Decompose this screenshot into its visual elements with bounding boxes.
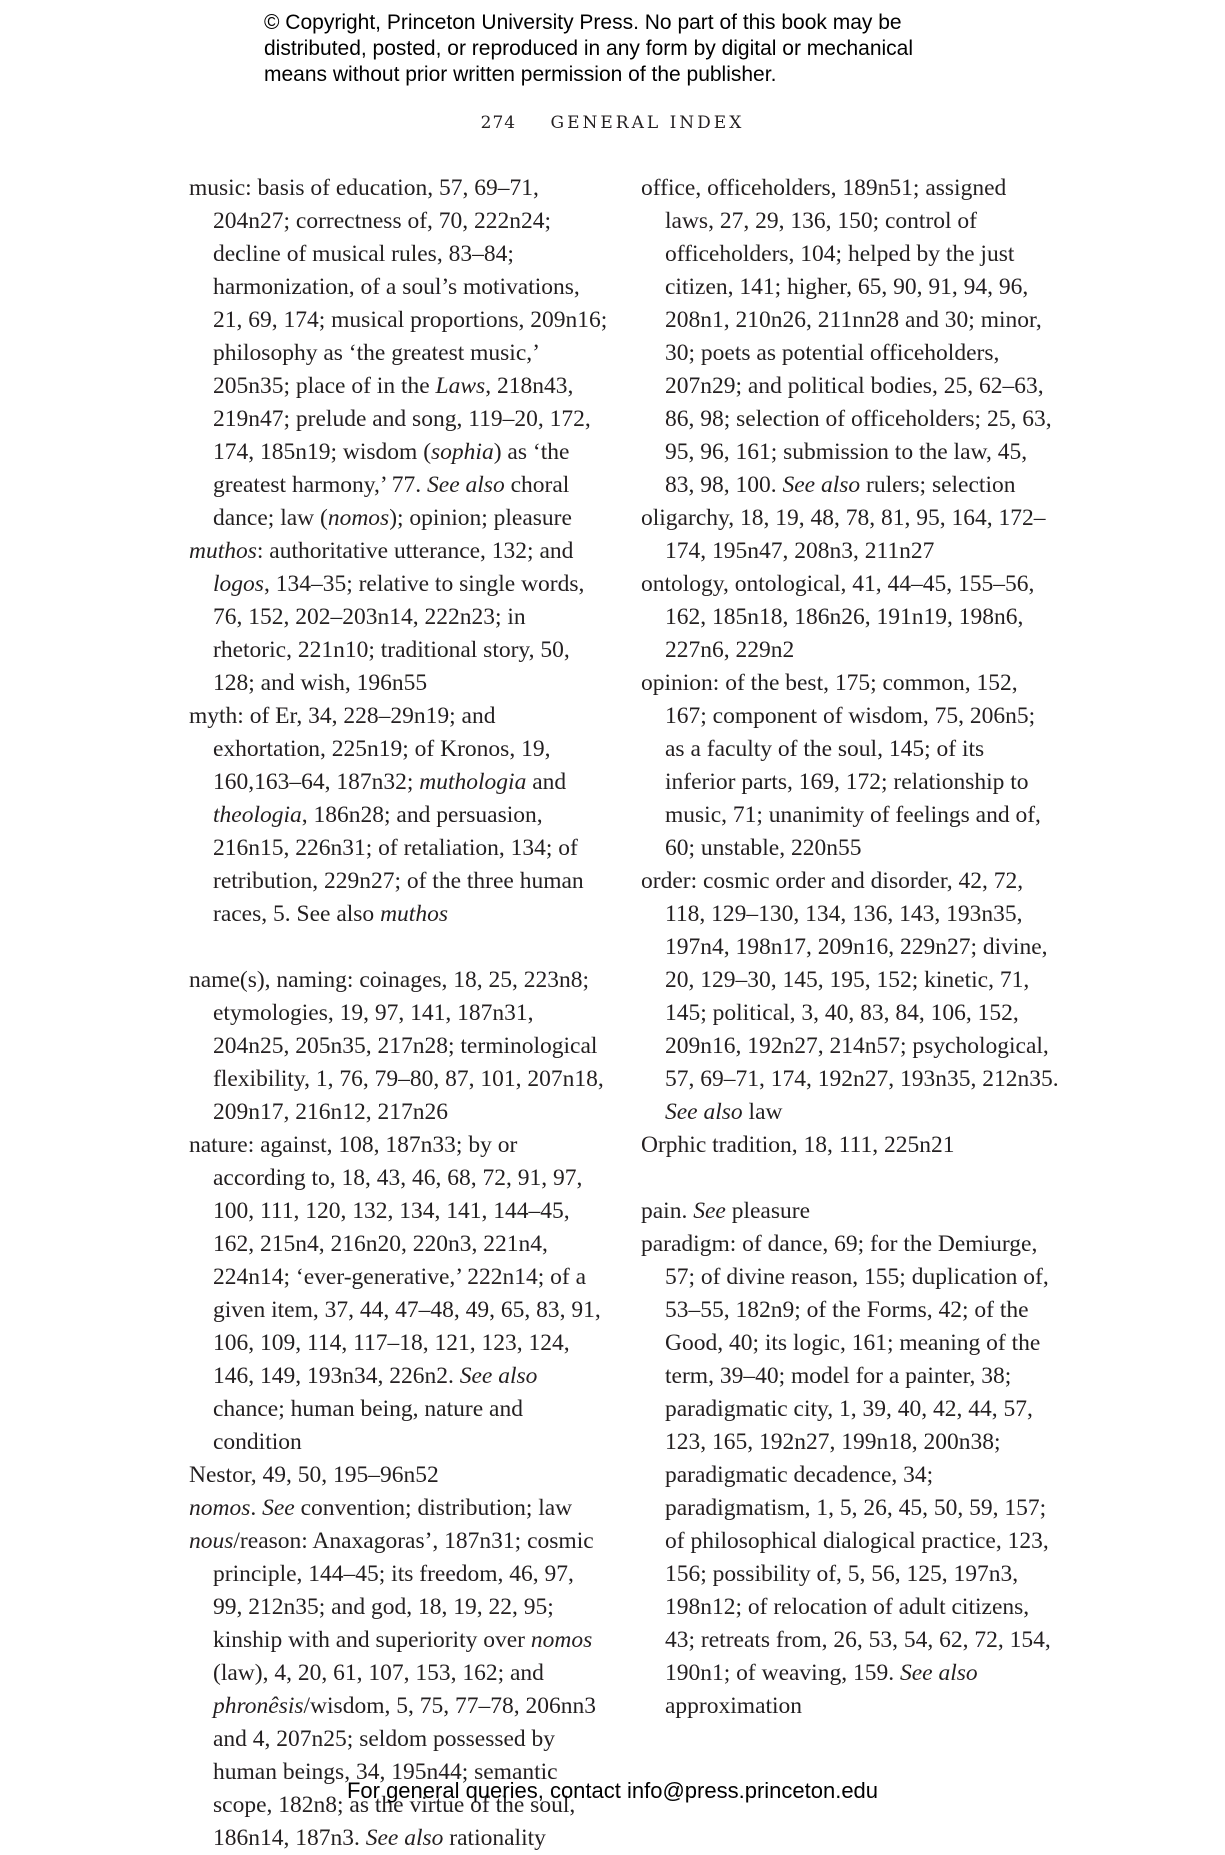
index-column-left: [189, 172, 609, 1855]
index-entry: pain. See pleasure: [641, 1198, 811, 1224]
index-entry: music: basis of education, 57, 69–71, 204n27; correctness of, 70, 222n24; decline of musical rules, 83–84; harmonization, of a soul’s motivations, 21, 69, 174; musical proportions, 209n16; philosophy as ‘the greatest music,’ 205n35; place of in the Laws, 218n43, 219n47; prelude and song, 119–20, 172, 174, 185n19; wisdom (sophia) as ‘the greatest harmony,’ 77. See also choral dance; law (nomos); opinion; pleasure: [189, 175, 608, 531]
index-entry: Orphic tradition, 18, 111, 225n21: [641, 1132, 955, 1158]
index-entry: order: cosmic order and disorder, 42, 72, 118, 129–130, 134, 136, 143, 193n35, 197n4, 198n17, 209n16, 229n27; divine, 20, 129–30, 145, 195, 152; kinetic, 71, 145; political, 3, 40, 83, 84, 106, 152, 209n16, 192n27, 214n57; psychological, 57, 69–71, 174, 192n27, 193n35, 212n35. See also law: [641, 868, 1059, 1125]
page-number: 274: [480, 113, 517, 133]
copyright-line: © Copyright, Princeton University Press. No part of this book may be: [264, 11, 902, 34]
index-entry: nature: against, 108, 187n33; by or according to, 18, 43, 46, 68, 72, 91, 97, 100, 111, 120, 132, 134, 141, 144–45, 162, 215n4, 216n20, 220n3, 221n4, 224n14; ‘ever-generative,’ 222n14; of a given item, 37, 44, 47–48, 49, 65, 83, 91, 106, 109, 114, 117–18, 121, 123, 124, 146, 149, 193n34, 226n2. See also chance; human being, nature and condition: [189, 1132, 601, 1455]
index-entry: nomos. See convention; distribution; law: [189, 1495, 573, 1521]
index-entry: opinion: of the best, 175; common, 152, 167; component of wisdom, 75, 206n5; as a faculty of the soul, 145; of its inferior parts, 169, 172; relationship to music, 71; unanimity of feelings and of, 60; unstable, 220n55: [641, 670, 1041, 861]
index-entry: Nestor, 49, 50, 195–96n52: [189, 1462, 439, 1488]
index-entry: paradigm: of dance, 69; for the Demiurge, 57; of divine reason, 155; duplication of, 53–55, 182n9; of the Forms, 42; of the Good, 40; its logic, 161; meaning of the term, 39–40; model for a painter, 38; paradigmatic city, 1, 39, 40, 42, 44, 57, 123, 165, 192n27, 199n18, 200n38; paradigmatic decadence, 34; paradigmatism, 1, 5, 26, 45, 50, 59, 157; of philosophical dialogical practice, 123, 156; possibility of, 5, 56, 125, 197n3, 198n12; of relocation of adult citizens, 43; retreats from, 26, 53, 54, 62, 72, 154, 190n1; of weaving, 159. See also approximation: [641, 1231, 1051, 1719]
copyright-notice: [264, 10, 1024, 88]
index-entry: ontology, ontological, 41, 44–45, 155–56, 162, 185n18, 186n26, 191n19, 198n6, 227n6, 229n2: [641, 571, 1035, 663]
index-entry: office, officeholders, 189n51; assigned laws, 27, 29, 136, 150; control of officeholders, 104; helped by the just citizen, 141; higher, 65, 90, 91, 94, 96, 208n1, 210n26, 211nn28 and 30; minor, 30; poets as potential officeholders, 207n29; and political bodies, 25, 62–63, 86, 98; selection of officeholders; 25, 63, 95, 96, 161; submission to the law, 45, 83, 98, 100. See also rulers; selection: [641, 175, 1052, 498]
index-column-right: [641, 172, 1059, 1723]
index-entry: muthos: authoritative utterance, 132; and logos, 134–35; relative to single words, 76, 152, 202–203n14, 222n23; in rhetoric, 221n10; traditional story, 50, 128; and wish, 196n55: [189, 538, 585, 696]
index-entry: oligarchy, 18, 19, 48, 78, 81, 95, 164, 172–174, 195n47, 208n3, 211n27: [641, 505, 1046, 564]
page-title: GENERAL INDEX: [550, 113, 745, 133]
index-entry: myth: of Er, 34, 228–29n19; and exhortation, 225n19; of Kronos, 19, 160,163–64, 187n32; muthologia and theologia, 186n28; and persuasion, 216n15, 226n31; of retaliation, 134; of retribution, 229n27; of the three human races, 5. See also muthos: [189, 703, 584, 927]
footer-contact: For general queries, contact info@press.princeton.edu: [346, 1778, 879, 1803]
copyright-line: means without prior written permission of the publisher.: [264, 63, 777, 86]
running-head: [0, 113, 1225, 133]
index-entry: name(s), naming: coinages, 18, 25, 223n8; etymologies, 19, 97, 141, 187n31, 204n25, 205n35, 217n28; terminological flexibility, 1, 76, 79–80, 87, 101, 207n18, 209n17, 216n12, 217n26: [189, 967, 604, 1125]
index-entry: nous/reason: Anaxagoras’, 187n31; cosmic principle, 144–45; its freedom, 46, 97, 99, 212n35; and god, 18, 19, 22, 95; kinship with and superiority over nomos (law), 4, 20, 61, 107, 153, 162; and phronêsis/wisdom, 5, 75, 77–78, 206nn3 and 4, 207n25; seldom possessed by human beings, 34, 195n44; semantic scope, 182n8; as the virtue of the soul, 186n14, 187n3. See also rationality: [189, 1528, 596, 1851]
copyright-line: distributed, posted, or reproduced in any form by digital or mechanical: [264, 37, 914, 60]
